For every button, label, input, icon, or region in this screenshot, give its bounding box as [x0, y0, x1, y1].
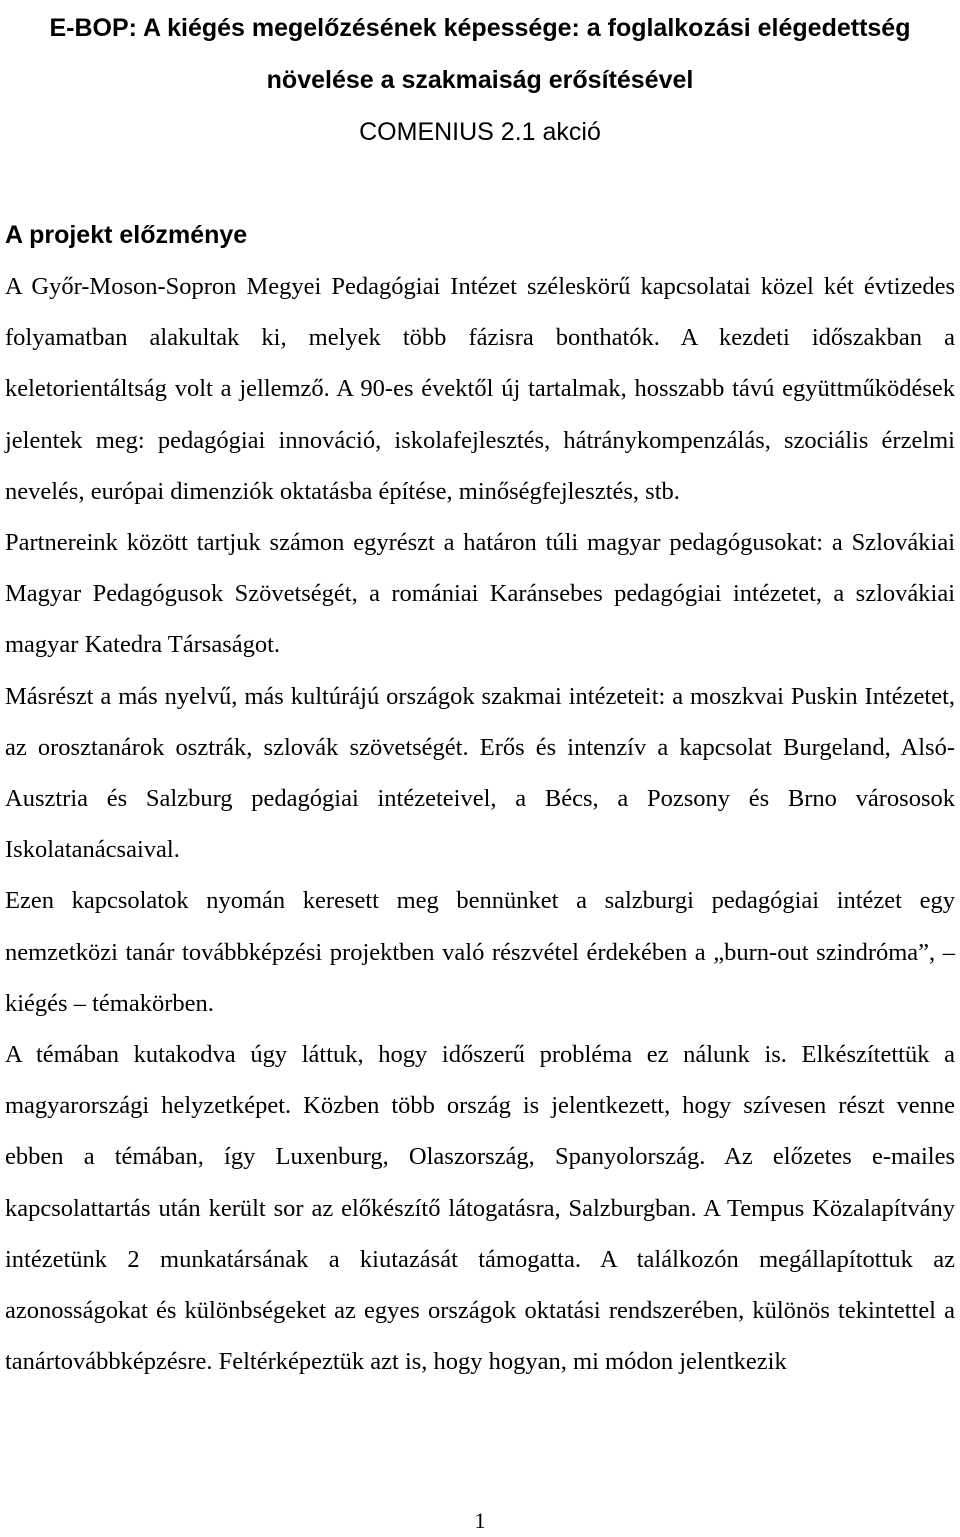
paragraph-partners: Partnereink között tartjuk számon egyrészt a határon túli magyar pedagógusokat: a Szlovákiai Magyar Pedagógusok Szövetségét, a romániai Karánsebes pedagógiai intézetet, a szlovákiai magyar Katedra Társaságot.	[5, 529, 955, 659]
document-page	[5, 0, 955, 1387]
paragraph-history: A Győr-Moson-Sopron Megyei Pedagógiai Intézet széleskörű kapcsolatai közel két évtizedes folyamatban alakultak ki, melyek több fázisra bonthatók. A kezdeti időszakban a keletorientáltság volt a jellemző. A 90-es évektől új tartalmak, hosszabb távú együttműködések jelentek meg: pedagógiai innováció, iskolafejlesztés, hátránykompenzálás, szociális érzelmi nevelés, európai dimenziók oktatásba építése, minőségfejlesztés, stb.	[5, 273, 955, 505]
paragraph-research: A témában kutakodva úgy láttuk, hogy időszerű probléma ez nálunk is. Elkészítettük a magyarországi helyzetképet. Közben több ország is jelentkezett, hogy szívesen részt venne ebben a témában, így Luxenburg, Olaszország, Spanyolország. Az előzetes e-mailes kapcsolattartás után került sor az előkészítő látogatásra, Salzburgban. A Tempus Közalapítvány intézetünk 2 munkatársának a kiutazását támogatta. A találkozón megállapítottuk az azonosságokat és különbségeket az egyes országok oktatási rendszerében, különös tekintettel a tanártovábbképzésre. Feltérképeztük azt is, hogy hogyan, mi módon jelentkezik	[5, 1041, 955, 1376]
page-number: 1	[474, 1508, 486, 1533]
title-line-1: E-BOP: A kiégés megelőzésének képessége: a foglalkozási elégedettség	[49, 14, 911, 42]
title-line-3: COMENIUS 2.1 akció	[359, 118, 601, 146]
document-title	[5, 0, 955, 158]
paragraph-foreign-institutes: Másrészt a más nyelvű, más kultúrájú országok szakmai intézeteit: a moszkvai Puskin Intézetet, az orosztanárok osztrák, szlovák szövetségét. Erős és intenzív a kapcsolat Burgeland, Alsó-Ausztria és Salzburg pedagógiai intézeteivel, a Bécs, a Pozsony és Brno várososok Iskolatanácsaival.	[5, 682, 955, 864]
title-line-2: növelése a szakmaiság erősítésével	[266, 66, 694, 94]
section-heading: A projekt előzménye	[5, 221, 248, 249]
paragraph-salzburg-contact: Ezen kapcsolatok nyomán keresett meg bennünket a salzburgi pedagógiai intézet egy nemzetközi tanár továbbképzési projektben való részvétel érdekében a „burn-out szindróma”, – kiégés – témakörben.	[5, 887, 955, 1017]
